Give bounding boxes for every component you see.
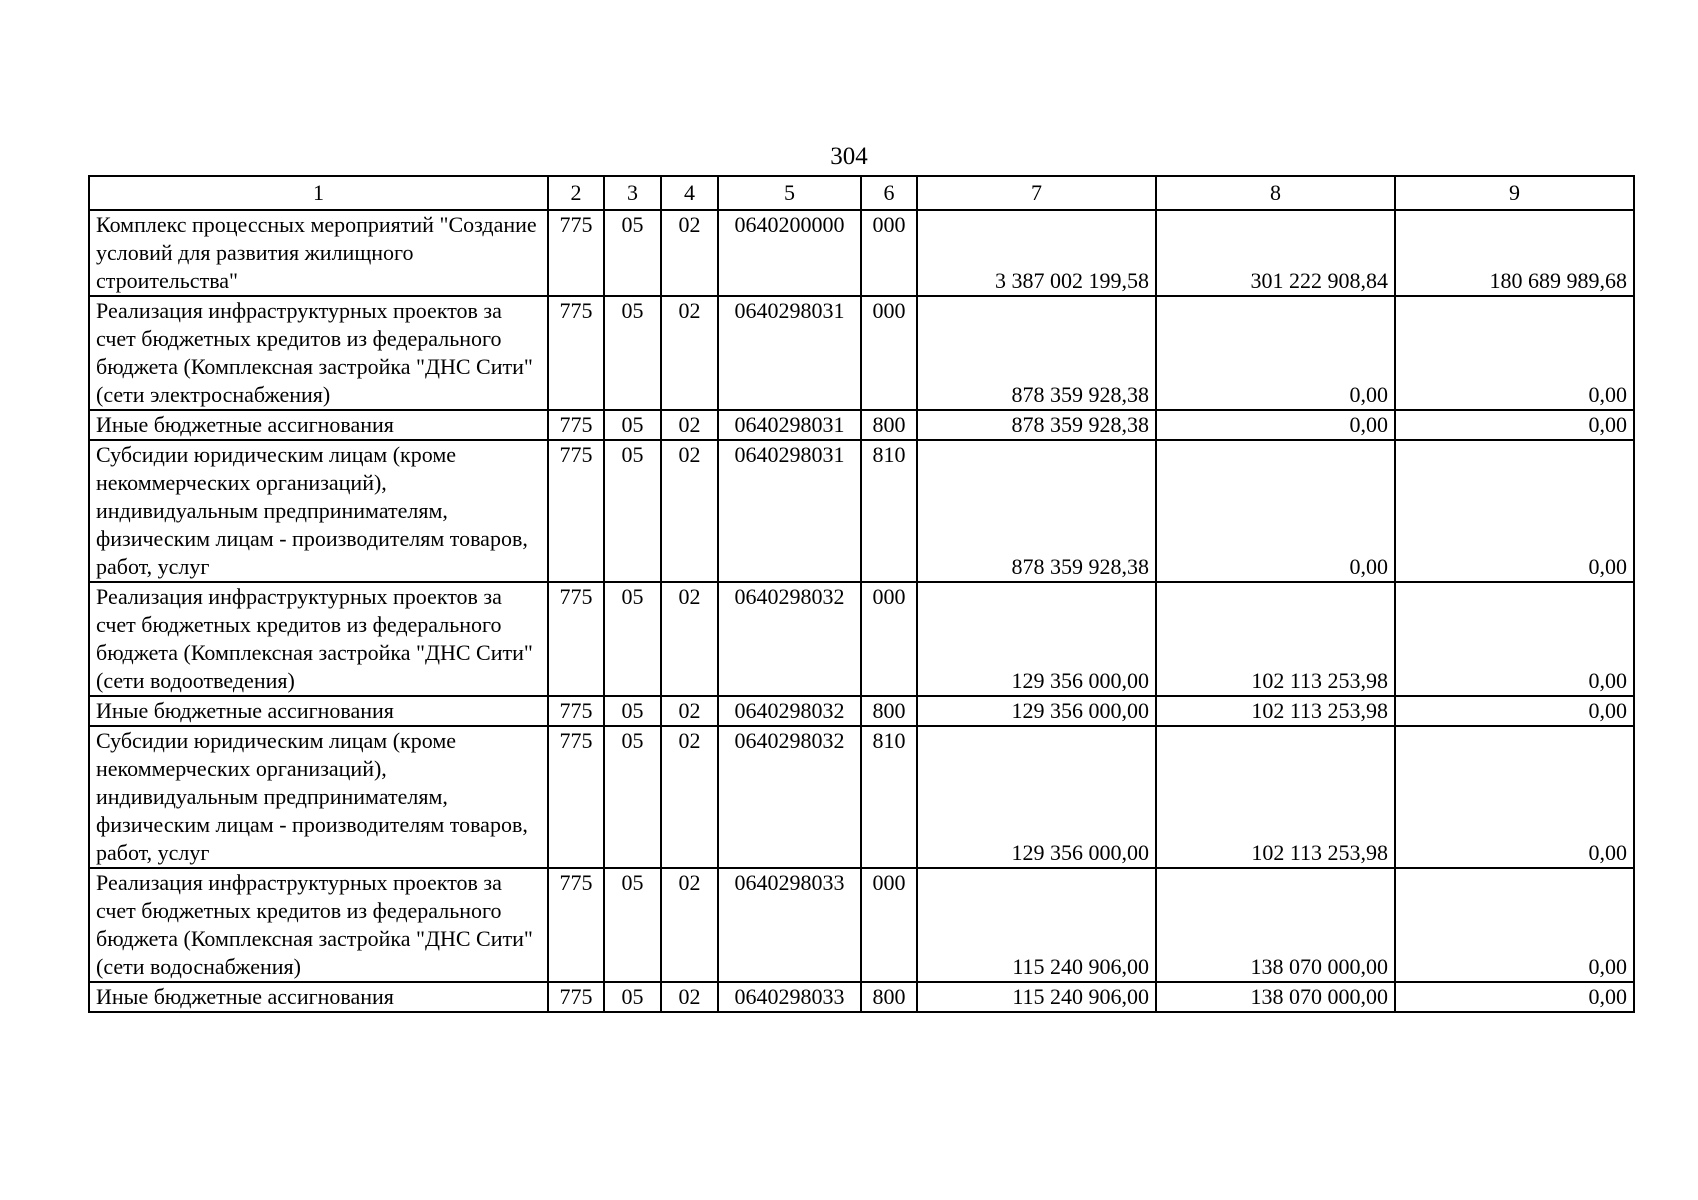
amount-col-7: 878 359 928,38 bbox=[917, 296, 1156, 410]
amount-col-9: 0,00 bbox=[1395, 726, 1634, 868]
admin-code: 775 bbox=[548, 726, 604, 868]
target-article-code: 0640200000 bbox=[718, 210, 861, 296]
amount-col-7: 115 240 906,00 bbox=[917, 982, 1156, 1012]
amount-col-8: 102 113 253,98 bbox=[1156, 726, 1395, 868]
column-header-8: 8 bbox=[1156, 176, 1395, 210]
admin-code: 775 bbox=[548, 210, 604, 296]
subsection-code: 02 bbox=[661, 296, 718, 410]
admin-code: 775 bbox=[548, 296, 604, 410]
subsection-code: 02 bbox=[661, 440, 718, 582]
expense-type-code: 800 bbox=[861, 982, 917, 1012]
section-code: 05 bbox=[604, 696, 661, 726]
row-name: Иные бюджетные ассигнования bbox=[89, 696, 548, 726]
row-name: Иные бюджетные ассигнования bbox=[89, 982, 548, 1012]
expense-type-code: 800 bbox=[861, 696, 917, 726]
amount-col-8: 102 113 253,98 bbox=[1156, 696, 1395, 726]
target-article-code: 0640298031 bbox=[718, 440, 861, 582]
amount-col-8: 0,00 bbox=[1156, 440, 1395, 582]
amount-col-8: 0,00 bbox=[1156, 410, 1395, 440]
amount-col-7: 129 356 000,00 bbox=[917, 582, 1156, 696]
admin-code: 775 bbox=[548, 410, 604, 440]
table-row bbox=[89, 440, 1634, 582]
subsection-code: 02 bbox=[661, 982, 718, 1012]
column-header-9: 9 bbox=[1395, 176, 1634, 210]
admin-code: 775 bbox=[548, 582, 604, 696]
amount-col-7: 129 356 000,00 bbox=[917, 696, 1156, 726]
table-row bbox=[89, 868, 1634, 982]
table-row bbox=[89, 696, 1634, 726]
amount-col-7: 878 359 928,38 bbox=[917, 410, 1156, 440]
amount-col-7: 115 240 906,00 bbox=[917, 868, 1156, 982]
section-code: 05 bbox=[604, 296, 661, 410]
admin-code: 775 bbox=[548, 696, 604, 726]
table-row bbox=[89, 582, 1634, 696]
row-name: Реализация инфраструктурных проектов за счет бюджетных кредитов из федерального бюджета (Комплексная застройка "ДНС Сити" (сети водоснабжения) bbox=[89, 868, 548, 982]
amount-col-8: 301 222 908,84 bbox=[1156, 210, 1395, 296]
column-header-7: 7 bbox=[917, 176, 1156, 210]
admin-code: 775 bbox=[548, 982, 604, 1012]
target-article-code: 0640298033 bbox=[718, 868, 861, 982]
header-row bbox=[89, 176, 1634, 210]
amount-col-9: 0,00 bbox=[1395, 582, 1634, 696]
subsection-code: 02 bbox=[661, 868, 718, 982]
section-code: 05 bbox=[604, 410, 661, 440]
section-code: 05 bbox=[604, 582, 661, 696]
table-row bbox=[89, 210, 1634, 296]
amount-col-9: 0,00 bbox=[1395, 440, 1634, 582]
expense-type-code: 000 bbox=[861, 582, 917, 696]
amount-col-9: 0,00 bbox=[1395, 982, 1634, 1012]
target-article-code: 0640298033 bbox=[718, 982, 861, 1012]
column-header-4: 4 bbox=[661, 176, 718, 210]
budget-table bbox=[88, 175, 1635, 1013]
expense-type-code: 000 bbox=[861, 868, 917, 982]
subsection-code: 02 bbox=[661, 210, 718, 296]
expense-type-code: 810 bbox=[861, 726, 917, 868]
target-article-code: 0640298031 bbox=[718, 410, 861, 440]
target-article-code: 0640298032 bbox=[718, 696, 861, 726]
section-code: 05 bbox=[604, 210, 661, 296]
column-header-3: 3 bbox=[604, 176, 661, 210]
target-article-code: 0640298032 bbox=[718, 726, 861, 868]
target-article-code: 0640298031 bbox=[718, 296, 861, 410]
subsection-code: 02 bbox=[661, 582, 718, 696]
amount-col-8: 138 070 000,00 bbox=[1156, 868, 1395, 982]
amount-col-9: 0,00 bbox=[1395, 296, 1634, 410]
amount-col-9: 180 689 989,68 bbox=[1395, 210, 1634, 296]
expense-type-code: 800 bbox=[861, 410, 917, 440]
admin-code: 775 bbox=[548, 868, 604, 982]
amount-col-7: 129 356 000,00 bbox=[917, 726, 1156, 868]
amount-col-9: 0,00 bbox=[1395, 868, 1634, 982]
subsection-code: 02 bbox=[661, 696, 718, 726]
section-code: 05 bbox=[604, 726, 661, 868]
subsection-code: 02 bbox=[661, 410, 718, 440]
subsection-code: 02 bbox=[661, 726, 718, 868]
row-name: Субсидии юридическим лицам (кроме некоммерческих организаций), индивидуальным предпринимателям, физическим лицам - производителям товаров, работ, услуг bbox=[89, 726, 548, 868]
amount-col-9: 0,00 bbox=[1395, 410, 1634, 440]
expense-type-code: 810 bbox=[861, 440, 917, 582]
table-row bbox=[89, 410, 1634, 440]
column-header-2: 2 bbox=[548, 176, 604, 210]
row-name: Комплекс процессных мероприятий "Создание условий для развития жилищного строительства" bbox=[89, 210, 548, 296]
expense-type-code: 000 bbox=[861, 210, 917, 296]
section-code: 05 bbox=[604, 982, 661, 1012]
table-row bbox=[89, 726, 1634, 868]
page-number: 304 bbox=[830, 143, 868, 170]
amount-col-7: 3 387 002 199,58 bbox=[917, 210, 1156, 296]
amount-col-7: 878 359 928,38 bbox=[917, 440, 1156, 582]
amount-col-9: 0,00 bbox=[1395, 696, 1634, 726]
admin-code: 775 bbox=[548, 440, 604, 582]
section-code: 05 bbox=[604, 440, 661, 582]
row-name: Реализация инфраструктурных проектов за счет бюджетных кредитов из федерального бюджета (Комплексная застройка "ДНС Сити" (сети электроснабжения) bbox=[89, 296, 548, 410]
expense-type-code: 000 bbox=[861, 296, 917, 410]
column-header-5: 5 bbox=[718, 176, 861, 210]
amount-col-8: 138 070 000,00 bbox=[1156, 982, 1395, 1012]
amount-col-8: 102 113 253,98 bbox=[1156, 582, 1395, 696]
table-row bbox=[89, 296, 1634, 410]
target-article-code: 0640298032 bbox=[718, 582, 861, 696]
table-row bbox=[89, 982, 1634, 1012]
row-name: Реализация инфраструктурных проектов за счет бюджетных кредитов из федерального бюджета (Комплексная застройка "ДНС Сити" (сети водоотведения) bbox=[89, 582, 548, 696]
section-code: 05 bbox=[604, 868, 661, 982]
row-name: Субсидии юридическим лицам (кроме некоммерческих организаций), индивидуальным предпринимателям, физическим лицам - производителям товаров, работ, услуг bbox=[89, 440, 548, 582]
row-name: Иные бюджетные ассигнования bbox=[89, 410, 548, 440]
amount-col-8: 0,00 bbox=[1156, 296, 1395, 410]
column-header-1: 1 bbox=[89, 176, 548, 210]
column-header-6: 6 bbox=[861, 176, 917, 210]
